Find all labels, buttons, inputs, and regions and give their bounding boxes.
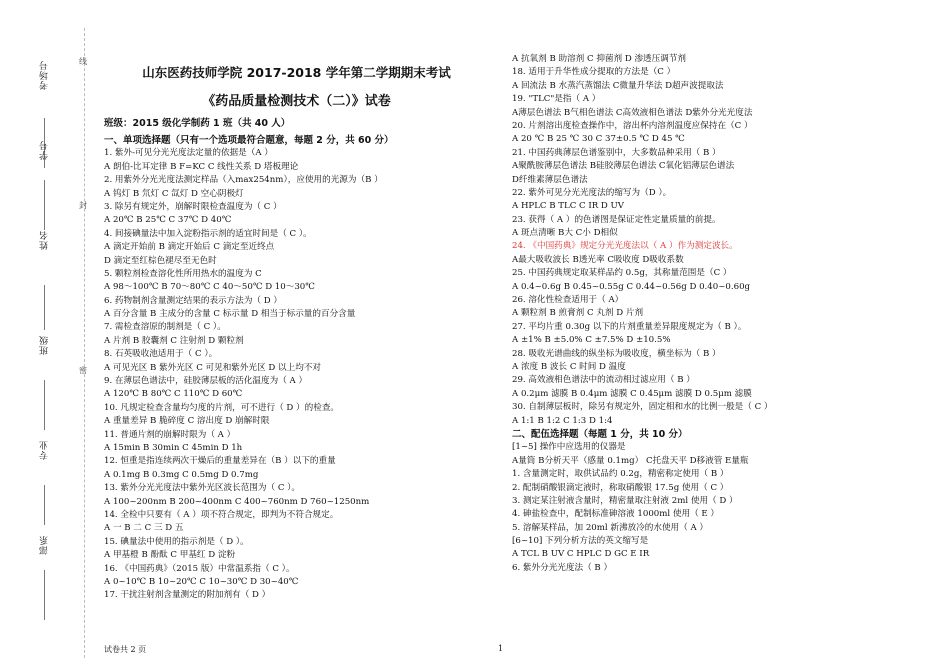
question-line: 26. 溶化性检查适用于（ A） [512, 295, 624, 306]
option-line: A 98～100℃ B 70～80℃ C 40～50℃ D 10～30℃ [104, 282, 315, 293]
question-line: 2. 用紫外分光光度法测定样品（入max254nm），应使用的光源为（B ） [104, 175, 383, 186]
question-line: 9. 在薄层色谱法中，硅胶薄层板的活化温度为（ A ） [104, 376, 308, 387]
question-line: 1. 含量测定时，取供试品约 0.2g，精密称定使用（ B ） [512, 469, 729, 480]
question-line: 4. 砷盐检查中，配制标准砷溶液 1000ml 使用（ E ） [512, 509, 719, 520]
option-line: A 120℃ B 80℃ C 110℃ D 60℃ [104, 389, 243, 400]
question-line: 25. 中国药典规定取某样品约 0.5g，其称量范围是（C ） [512, 268, 732, 279]
question-line: 18. 适用于升华性成分提取的方法是（C ） [512, 67, 676, 78]
option-line: A HPLC B TLC C IR D UV [512, 201, 624, 212]
class-info: 班级：2015 级化学制药 1 班（共 40 人） [104, 118, 291, 129]
option-line: A 钨灯 B 氘灯 C 氙灯 D 空心阴极灯 [104, 188, 244, 199]
question-line: 12. 恒重是指连续两次干燥后的重量差异在（B ）以下的重量 [104, 456, 336, 467]
option-line: A 重量差异 B 脆碎度 C 溶出度 D 崩解时限 [104, 416, 270, 427]
question-line: 3. 除另有规定外，崩解时限检查温度为（ C ） [104, 201, 282, 212]
option-line: A 0.2μm 滤膜 B 0.4μm 滤膜 C 0.45μm 滤膜 D 0.5μm 滤膜 [512, 388, 752, 399]
group-heading: [6~10] 下列分析方法的英文缩写是 [512, 536, 649, 547]
option-line: A 百分含量 B 主成分的含量 C 标示量 D 相当于标示量的百分含量 [104, 309, 356, 320]
option-line: A 一 B 二 C 三 D 五 [104, 523, 184, 534]
question-line: 16. 《中国药典》（2015 版）中常温系指（ C ）。 [104, 563, 295, 574]
option-line: A最大吸收波长 B透光率 C吸收度 D吸收系数 [512, 254, 684, 265]
option-line: A 朗伯-比耳定律 B F=KC C 线性关系 D 塔板理论 [104, 161, 299, 172]
option-line: A TCL B UV C HPLC D GC E IR [512, 549, 650, 560]
seal-char-seal: 封 [79, 201, 87, 210]
group-heading: [1~5] 操作中应选用的仪器是 [512, 442, 626, 453]
section-heading: 二、配伍选择题（每题 1 分，共 10 分） [512, 428, 688, 440]
question-line: 22. 紫外可见分光光度法的缩写为（D ）。 [512, 187, 672, 198]
option-line: D纤维素薄层色谱法 [512, 174, 588, 185]
field-label-major: 专业 [40, 440, 50, 460]
question-line: 23. 获得（ A ）的色谱图是保证定性定量质量的前提。 [512, 214, 721, 225]
question-line: 30. 自制薄层板时，除另有规定外，固定相和水的比例一般是（ C ） [512, 402, 773, 413]
question-line: 10. 凡规定检查含量均匀度的片剂，可不进行（ D ）的检查。 [104, 402, 340, 413]
option-line: A 回流法 B 水蒸汽蒸馏法 C微量升华法 D超声波提取法 [512, 80, 724, 91]
option-line: A 0.1mg B 0.3mg C 0.5mg D 0.7mg [104, 469, 259, 480]
question-line: 27. 平均片重 0.30g 以下的片剂重量差异限度规定为（ B ）。 [512, 321, 747, 332]
option-line: A 浓度 B 波长 C 时间 D 温度 [512, 361, 626, 372]
question-line-highlight: 24. 《中国药典》规定分光光度法以（ A ）作为测定波长。 [512, 241, 738, 252]
seal-char-line: 线 [79, 57, 87, 66]
question-line: 6. 药物制剂含量测定结果的表示方法为（ D ） [104, 295, 282, 306]
field-line [44, 180, 45, 230]
option-line: A 100~200nm B 200~400nm C 400~760nm D 760~1250nm [104, 496, 370, 507]
question-line: 28. 吸收光谱曲线的纵坐标为吸收度，横坐标为（ B ） [512, 348, 721, 359]
field-label-class: 班级 [40, 335, 50, 355]
question-line: 21. 中国药典薄层色谱鉴别中，大多数品种采用（ B ） [512, 147, 721, 158]
field-label-name: 姓名 [40, 230, 50, 250]
option-line: A ±1% B ±5.0% C ±7.5% D ±10.5% [512, 335, 671, 346]
option-line: A 15min B 30min C 45min D 1h [104, 442, 243, 453]
question-line: 3. 测定某注射液含量时，精密量取注射液 2ml 使用（ D ） [512, 495, 738, 506]
option-line: A 斑点清晰 B大 C小 D相似 [512, 228, 618, 239]
field-label-exam-room: 考场号 [40, 60, 50, 90]
question-line: 7. 需检查溶原的制剂是（ C ）。 [104, 322, 226, 333]
question-line: 13. 紫外分光光度法中紫外光区波长范围为（ C ）。 [104, 483, 301, 494]
option-line: D 滴定至红棕色褪尽至无色时 [104, 255, 217, 266]
option-line: A 可见光区 B 紫外光区 C 可见和紫外光区 D 以上均不对 [104, 362, 321, 373]
page-count: 试卷共 2 页 [104, 645, 147, 654]
option-line: A 1:1 B 1:2 C 1:3 D 1:4 [512, 415, 613, 426]
option-line: A 抗氧剂 B 助溶剂 C 抑菌剂 D 渗透压调节剂 [512, 54, 687, 64]
question-line: 11. 普通片剂的崩解时限为（ A ） [104, 429, 236, 440]
option-line: A 20℃ B 25℃ C 37℃ D 40℃ [104, 215, 232, 226]
option-line: A 片剂 B 胶囊剂 C 注射剂 D 颗粒剂 [104, 335, 244, 346]
question-line: 15. 碘量法中使用的指示剂是（ D ）。 [104, 536, 249, 547]
question-line: 14. 全检中只要有（ A ）项不符合规定，即判为不符合规定。 [104, 509, 339, 520]
option-line: A 滴定开始前 B 滴定开始后 C 滴定至近终点 [104, 242, 275, 253]
option-line: A 20 ℃ B 25 ℃ 30 C 37±0.5 ℃ D 45 ℃ [512, 134, 685, 145]
question-line: 19. "TLC"是指（ A ） [512, 94, 601, 105]
question-line: 8. 石英吸收池适用于（ C ）。 [104, 349, 218, 360]
question-line: 20. 片剂溶出度检查操作中，溶出杯内溶剂温度应保持在（C ） [512, 120, 753, 131]
question-line: 2. 配制硝酸银滴定液时，称取硝酸银 17.5g 使用（ C ） [512, 482, 729, 493]
field-line [44, 485, 45, 525]
field-line [44, 380, 45, 430]
option-line: A 0~10℃ B 10~20℃ C 10~30℃ D 30~40℃ [104, 576, 299, 587]
field-label-student-id: 学号 [40, 140, 50, 160]
question-line: 5. 颗粒剂检查溶化性所用热水的温度为 C [104, 268, 262, 279]
field-line [44, 285, 45, 330]
exam-subtitle: 《药品质量检测技术（二）》试卷 [202, 94, 391, 109]
question-line: 29. 高效液相色谱法中的流动相过滤应用（ B ） [512, 375, 695, 386]
option-line: A 甲基橙 B 酚酞 C 甲基红 D 淀粉 [104, 550, 236, 561]
option-line: A量筒 B分析天平（感量 0.1mg） C托盘天平 D移液管 E量瓶 [512, 455, 749, 466]
left-column [104, 134, 489, 603]
section-heading: 一、单项选择题（只有一个选项最符合题意，每题 2 分，共 60 分） [104, 135, 394, 146]
field-label-department: 部系 [40, 535, 50, 555]
question-line: 5. 溶解某样品，加 20ml 新沸放冷的水使用（ A ） [512, 522, 708, 533]
option-line: A 0.4~0.6g B 0.45~0.55g C 0.44~0.56g D 0.40~0.60g [512, 281, 751, 292]
exam-title: 山东医药技师学院 2017-2018 学年第二学期期末考试 [142, 65, 451, 80]
option-line: A聚酰胺薄层色谱法 B硅胶薄层色谱法 C氧化铝薄层色谱法 [512, 161, 735, 172]
question-line: 6. 紫外分光光度法（ B ） [512, 562, 613, 573]
page-number: 1 [498, 644, 504, 653]
question-line: 17. 干扰注射剂含量测定的附加剂有（ D ） [104, 590, 271, 601]
question-line: 4. 间接碘量法中加入淀粉指示剂的适宜时间是（ C ）。 [104, 228, 312, 239]
seal-line [84, 28, 85, 658]
field-line [44, 570, 45, 620]
seal-char-close: 密 [79, 366, 87, 375]
option-line: A 颗粒剂 B 煎膏剂 C 丸剂 D 片剂 [512, 308, 644, 319]
right-column [512, 53, 932, 575]
question-line: 1. 紫外-可见分光光度法定量的依据是（A ） [104, 148, 273, 159]
option-line: A薄层色谱法 B气相色谱法 C高效液相色谱法 D紫外分光光度法 [512, 107, 753, 118]
